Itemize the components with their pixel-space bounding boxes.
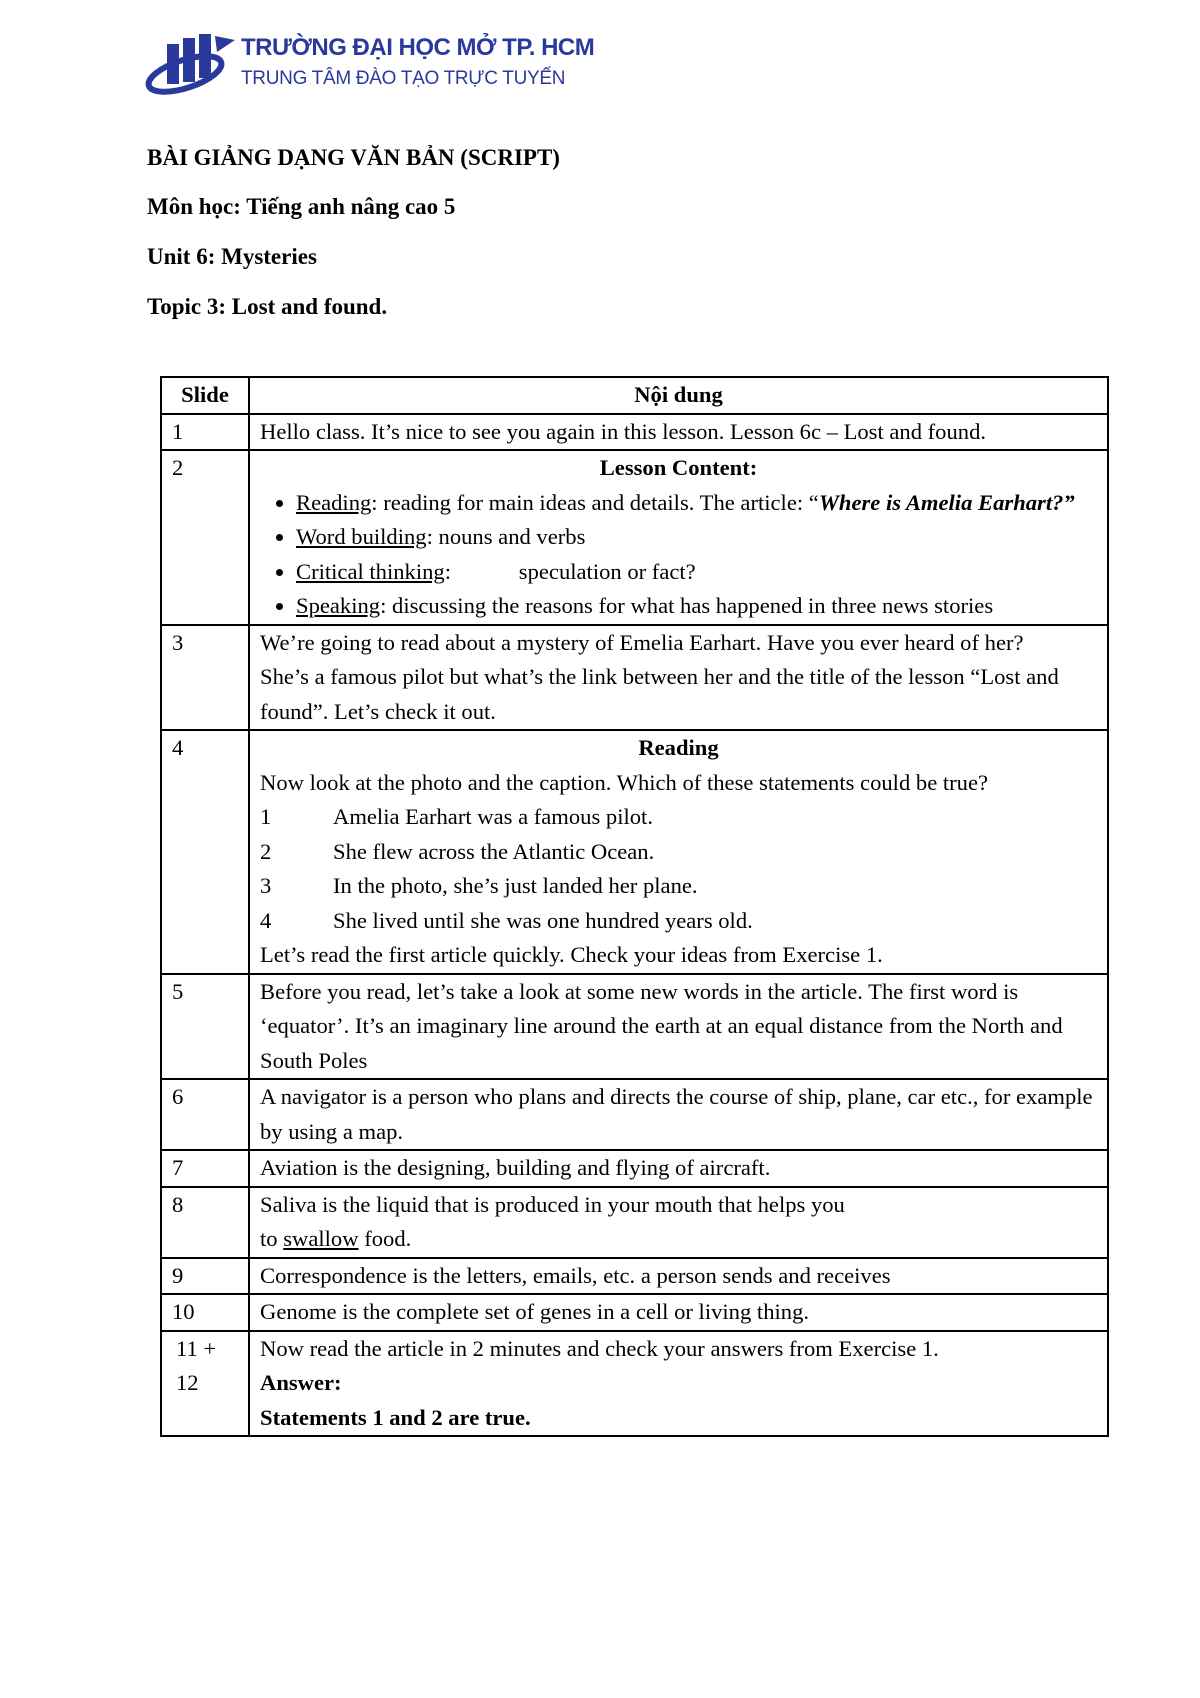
slide-content: A navigator is a person who plans and directs the course of ship, plane, car etc., for example by using a map. — [249, 1079, 1108, 1150]
unit-line: Unit 6: Mysteries — [147, 244, 317, 269]
university-logo — [145, 30, 595, 102]
slide-number: 6 — [161, 1079, 249, 1150]
list-item — [296, 520, 1097, 555]
reading-intro: Now look at the photo and the caption. Which of these statements could be true? — [260, 769, 989, 795]
content-text: food. — [358, 1226, 412, 1251]
table-header-row — [161, 377, 1108, 414]
table-row — [161, 1294, 1108, 1331]
logo-emblem-icon — [145, 30, 237, 102]
lesson-content-list — [260, 486, 1097, 624]
list-item — [296, 486, 1097, 521]
statement-text: In the photo, she’s just landed her plane. — [333, 873, 698, 898]
item-label: Critical thinking — [296, 558, 445, 584]
slide-content: Before you read, let’s take a look at some new words in the article. The first word is ‘equator’. It’s an imaginary line around the earth at an equal distance from the North and South Poles — [249, 974, 1108, 1080]
statement-number: 3 — [260, 873, 272, 898]
statement-item — [260, 800, 1097, 835]
table-row — [161, 974, 1108, 1080]
slide-number: 11 + 12 — [161, 1331, 249, 1437]
reading-outro: Let’s read the first article quickly. Check your ideas from Exercise 1. — [260, 942, 883, 967]
col-content-header: Nội dung — [249, 377, 1108, 414]
slide-number: 9 — [161, 1258, 249, 1295]
item-label: Speaking — [296, 593, 381, 618]
slide-content: Genome is the complete set of genes in a cell or living thing. — [249, 1294, 1108, 1331]
slide-content — [249, 625, 1108, 731]
table-row — [161, 450, 1108, 625]
list-item — [296, 589, 1097, 624]
slide-content — [249, 1187, 1108, 1258]
slide-content — [249, 450, 1108, 625]
table-row — [161, 1187, 1108, 1258]
item-label: Word building — [296, 524, 427, 549]
slide-number: 8 — [161, 1187, 249, 1258]
logo-center-name: TRUNG TÂM ĐÀO TẠO TRỰC TUYẾN — [241, 68, 566, 89]
subject-line: Môn học: Tiếng anh nâng cao 5 — [147, 194, 456, 219]
col-slide-header: Slide — [161, 377, 249, 414]
table-row — [161, 1079, 1108, 1150]
slide-number: 7 — [161, 1150, 249, 1187]
statement-number: 4 — [260, 907, 272, 933]
table-row — [161, 1150, 1108, 1187]
lesson-content-title: Lesson Content: — [599, 455, 758, 480]
reading-title: Reading — [638, 735, 719, 760]
statement-number: 1 — [260, 804, 272, 829]
answer-text: Statements 1 and 2 are true. — [260, 1404, 531, 1430]
table-row — [161, 1258, 1108, 1295]
item-text: : reading for main ideas and details. The article: “ — [371, 489, 819, 515]
content-text: to — [260, 1226, 284, 1251]
slide-number: 4 — [161, 730, 249, 974]
table-row — [161, 625, 1108, 731]
slide-content: Hello class. It’s nice to see you again in this lesson. Lesson 6c – Lost and found. — [249, 414, 1108, 451]
swallow-link[interactable]: swallow — [283, 1226, 359, 1251]
item-label: Reading — [296, 489, 372, 515]
statement-item — [260, 835, 1097, 870]
slide-number: 10 — [161, 1294, 249, 1331]
statement-number: 2 — [260, 838, 272, 864]
answer-label: Answer: — [260, 1370, 342, 1395]
table-row — [161, 414, 1108, 451]
item-text: : speculation or fact? — [444, 558, 696, 584]
content-line — [260, 1222, 1097, 1257]
content-line: We’re going to read about a mystery of Emelia Earhart. Have you ever heard of her? — [260, 629, 1024, 655]
table-row — [161, 730, 1108, 974]
document-title: BÀI GIẢNG DẠNG VĂN BẢN (SCRIPT) — [147, 145, 560, 170]
table-row — [161, 1331, 1108, 1437]
statement-item — [260, 869, 1097, 904]
statement-item — [260, 904, 1097, 939]
slide-content: Correspondence is the letters, emails, etc. a person sends and receives — [249, 1258, 1108, 1295]
slide-content — [249, 1331, 1108, 1437]
statement-text: Amelia Earhart was a famous pilot. — [333, 804, 653, 829]
list-item — [296, 555, 1097, 590]
topic-line: Topic 3: Lost and found. — [147, 294, 388, 319]
slide-number: 2 — [161, 450, 249, 625]
slide-number: 5 — [161, 974, 249, 1080]
statement-text: She flew across the Atlantic Ocean. — [333, 838, 655, 864]
script-table — [160, 376, 1109, 1437]
slide-number: 1 — [161, 414, 249, 451]
content-line: Saliva is the liquid that is produced in your mouth that helps you — [260, 1191, 845, 1217]
slide-number: 3 — [161, 625, 249, 731]
content-line: She’s a famous pilot but what’s the link between her and the title of the lesson “Lost and found”. Let’s check it out. — [260, 664, 1059, 724]
item-text: : discussing the reasons for what has happened in three news stories — [380, 593, 994, 618]
slide-content — [249, 730, 1108, 974]
article-title: Where is Amelia Earhart?” — [818, 489, 1075, 515]
logo-university-name: TRƯỜNG ĐẠI HỌC MỞ TP. HCM — [241, 34, 595, 61]
slide-content: Aviation is the designing, building and flying of aircraft. — [249, 1150, 1108, 1187]
item-text: : nouns and verbs — [426, 524, 586, 549]
statement-text: She lived until she was one hundred years old. — [333, 907, 753, 933]
content-line: Now read the article in 2 minutes and check your answers from Exercise 1. — [260, 1335, 939, 1361]
